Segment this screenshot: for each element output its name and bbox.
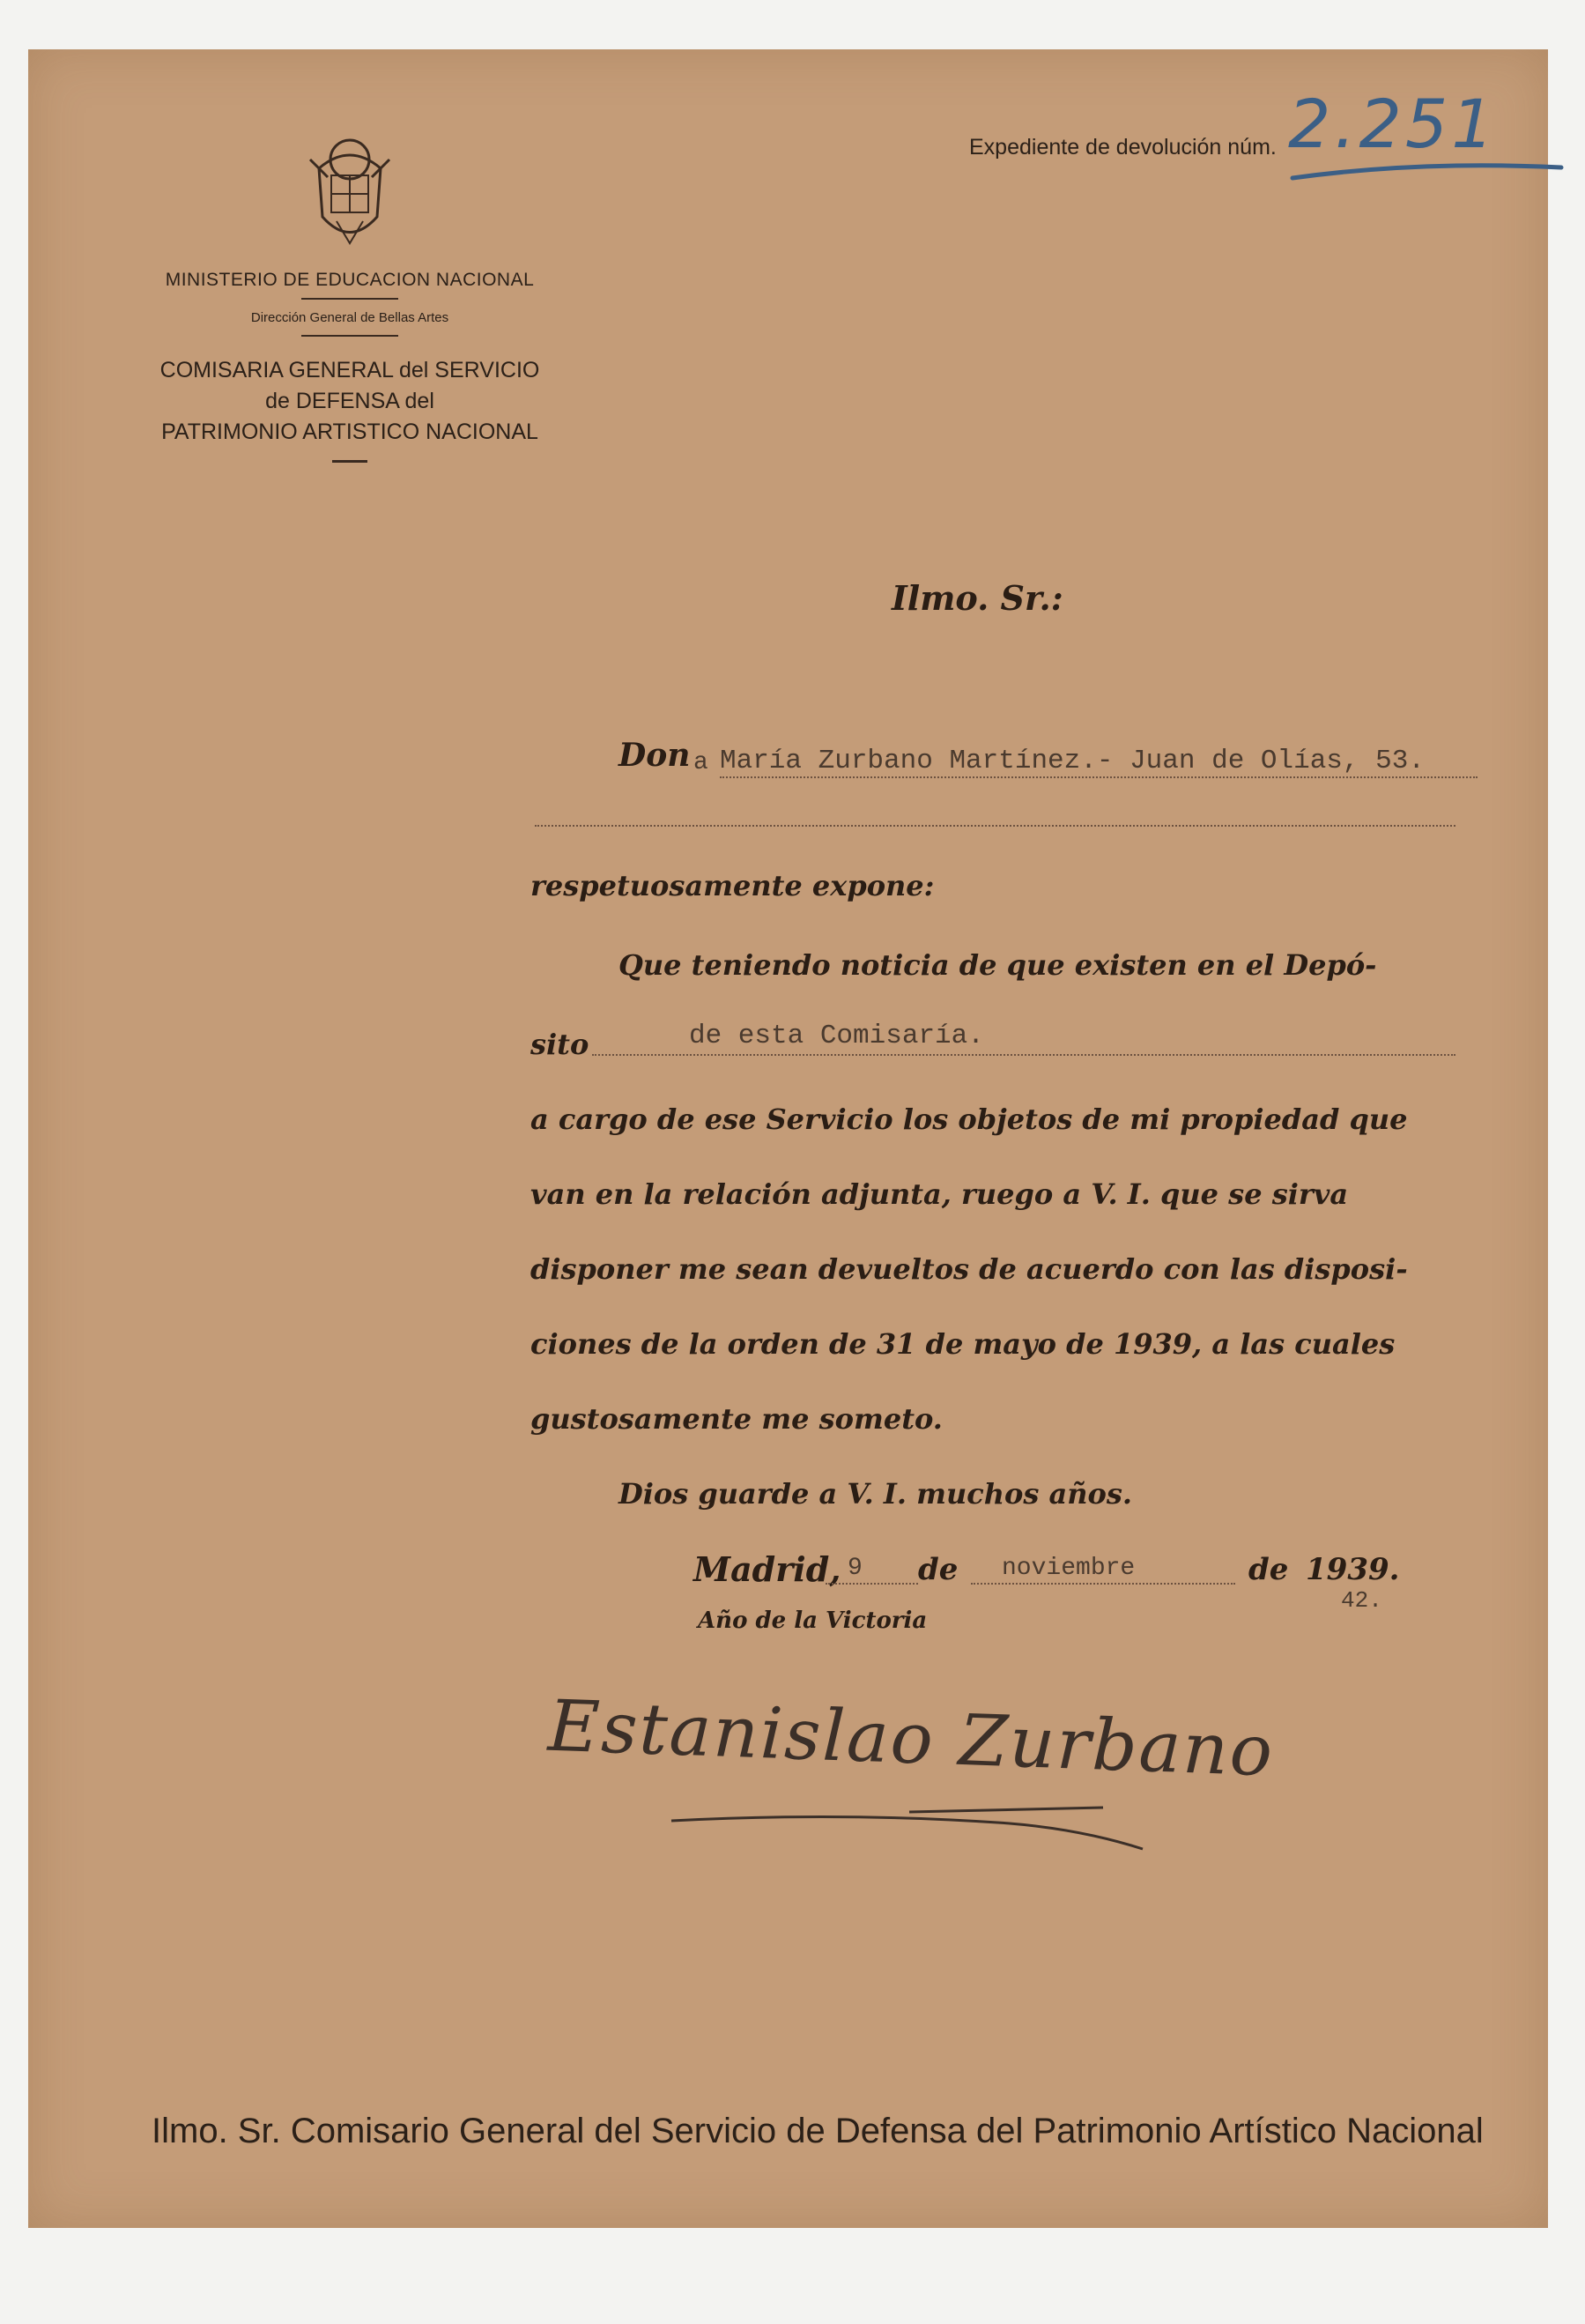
body-line-1: Que teniendo noticia de que existen en el Depó- [618, 948, 1377, 982]
ministry-name: MINISTERIO DE EDUCACION NACIONAL [165, 270, 535, 290]
commission-line-3: PATRIMONIO ARTISTICO NACIONAL [161, 420, 538, 444]
salutation: Ilmo. Sr.: [892, 578, 1063, 618]
month-dotted-line [971, 1583, 1235, 1585]
blank-line [535, 825, 1455, 827]
date-city: Madrid, [693, 1549, 841, 1589]
body-line-2-prefix: sito [530, 1028, 589, 1061]
applicant-prefix: Don [618, 737, 691, 774]
document-sheet [28, 49, 1548, 2228]
deposit-name: de esta Comisaría. [689, 1021, 984, 1051]
commission-line-1: COMISARIA GENERAL del SERVICIO [159, 358, 540, 382]
commission-line-2: de DEFENSA del [265, 389, 434, 413]
date-year-correction: 42. [1341, 1587, 1382, 1614]
signature: Estanislao Zurbano [546, 1684, 1276, 1793]
expone-text: respetuosamente expone: [530, 869, 935, 902]
body-line-3: a cargo de ese Servicio los objetos de mi propiedad que [530, 1103, 1408, 1136]
day-dotted-line [826, 1583, 918, 1585]
body-line-6: ciones de la orden de 31 de mayo de 1939, a las cuales [530, 1327, 1396, 1361]
expediente-underline-stroke [1288, 153, 1570, 189]
header-divider [332, 460, 367, 463]
expediente-number: 2.251 [1288, 85, 1498, 163]
deposit-dotted-line [592, 1054, 1455, 1056]
header-divider [301, 298, 398, 300]
applicant-name-address: María Zurbano Martínez.- Juan de Olías, 53. [720, 746, 1478, 778]
date-day: 9 [848, 1555, 863, 1582]
expediente-label: Expediente de devolución núm. [969, 135, 1277, 160]
date-year-printed: 1939. [1306, 1552, 1400, 1587]
addressee-footer: Ilmo. Sr. Comisario General del Servicio de Defensa del Patrimonio Artístico Nacional [152, 2112, 1484, 2150]
body-line-7: gustosamente me someto. [530, 1402, 943, 1436]
signature-flourish [663, 1794, 1156, 1856]
date-de-1: de [918, 1552, 959, 1587]
date-month: noviembre [1002, 1555, 1136, 1582]
applicant-suffix: a [693, 749, 708, 776]
coat-of-arms-icon [301, 133, 398, 252]
body-line-5: disponer me sean devueltos de acuerdo con las disposi- [530, 1252, 1408, 1286]
direction-name: Dirección General de Bellas Artes [250, 310, 449, 325]
date-de-2: de [1248, 1552, 1289, 1587]
header-divider [301, 335, 398, 337]
closing-formula: Dios guarde a V. I. muchos años. [618, 1477, 1133, 1511]
victory-year-label: Año de la Victoria [698, 1607, 928, 1634]
body-line-4: van en la relación adjunta, ruego a V. I. que se sirva [530, 1177, 1349, 1211]
